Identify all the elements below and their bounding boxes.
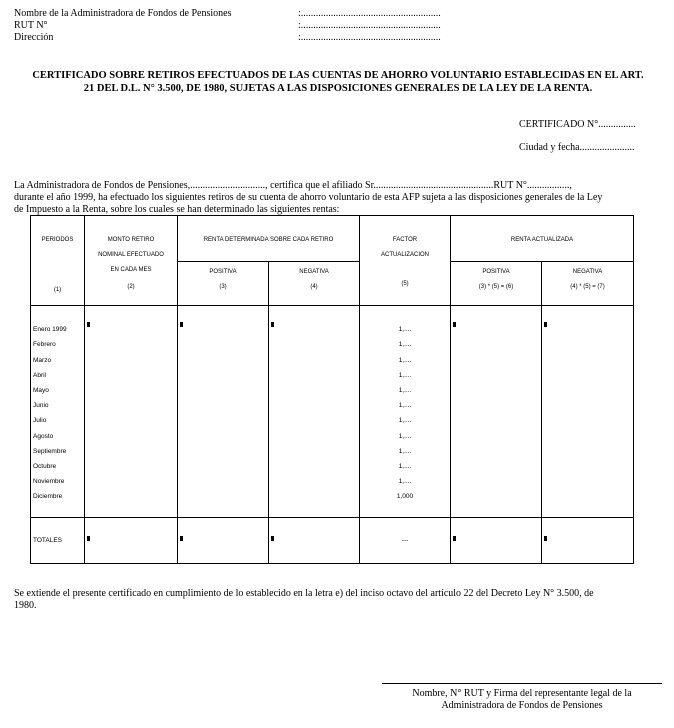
col-factor: [360, 216, 451, 306]
totals-negativa-act-cell[interactable]: [542, 517, 634, 563]
header-periodos-num: (1): [53, 287, 62, 293]
col-monto: [85, 216, 178, 306]
header-value-afp-name[interactable]: :........................................................: [298, 8, 441, 19]
factor-value: 1,....: [398, 371, 412, 379]
header-factor-l1: FACTOR: [392, 237, 418, 243]
header-monto-l2: NOMINAL EFECTUADO: [98, 252, 164, 258]
header-renta-act: RENTA ACTUALIZADA: [510, 237, 574, 243]
signature-line[interactable]: [382, 683, 662, 684]
factor-value: 1,000: [396, 493, 414, 501]
header-label-address: Dirección: [14, 32, 54, 43]
table-header-row-1: [31, 216, 634, 262]
header-positiva: POSITIVA: [209, 269, 237, 276]
footer-line-1: Se extiende el presente certificado en cumplimiento de lo establecido en la letra e) del inciso octavo del artículo 22 del Decreto Ley N° 3.500, de: [14, 588, 594, 599]
currency-mark: [180, 322, 183, 327]
header-negativa-num: (4): [310, 284, 318, 291]
totals-factor: ---: [360, 517, 451, 563]
header-monto-num: (2): [127, 284, 135, 290]
currency-mark: [271, 322, 274, 327]
months-cell: [31, 306, 85, 518]
col-periodos: [31, 216, 85, 306]
header-value-address[interactable]: :........................................................: [298, 32, 441, 43]
month-label: Octubre: [33, 463, 57, 471]
factor-value: 1,....: [398, 402, 412, 410]
header-label-rut: RUT N°: [14, 20, 48, 31]
col-negativa-act: [542, 262, 634, 306]
footer-paragraph: [14, 588, 660, 612]
negativa-act-cell[interactable]: [542, 306, 634, 518]
totals-negativa-cell[interactable]: [269, 517, 360, 563]
month-label: Febrero: [33, 341, 56, 349]
month-label: Mayo: [33, 387, 49, 395]
currency-mark: [271, 536, 274, 541]
col-renta-det: [178, 216, 360, 262]
currency-mark: [453, 536, 456, 541]
month-label: Junio: [33, 402, 49, 410]
header-row-rut: [14, 20, 474, 32]
month-label: Noviembre: [33, 478, 65, 486]
intro-line-1: La Administradora de Fondos de Pensiones,.............................., certifica que el afiliado Sr................................................RUT N°.................,: [14, 180, 572, 191]
currency-mark: [544, 536, 547, 541]
factor-value: 1,....: [398, 356, 412, 364]
footer-line-2: 1980.: [14, 600, 37, 611]
header-positiva-act: POSITIVA: [482, 269, 510, 276]
factor-list: [360, 322, 450, 504]
header-factor-num: (5): [401, 281, 409, 287]
header-factor-l2: ACTUALIZACION: [381, 252, 430, 258]
header-periodos: PERIODOS: [41, 237, 74, 243]
header-renta-det: RENTA DETERMINADA SOBRE CADA RETIRO: [203, 237, 334, 243]
factor-cell: [360, 306, 451, 518]
negativa-cell[interactable]: [269, 306, 360, 518]
col-positiva-act: [451, 262, 542, 306]
document-title: [14, 69, 662, 95]
factor-value: 1,....: [398, 341, 412, 349]
intro-paragraph: [14, 180, 660, 216]
positiva-act-cell[interactable]: [451, 306, 542, 518]
currency-mark: [87, 536, 90, 541]
header-positiva-num: (3): [219, 284, 227, 291]
signature-caption-line-2: Administradora de Fondos de Pensiones: [441, 700, 603, 711]
months-list: [33, 322, 84, 504]
signature-caption: [382, 688, 662, 712]
header-row-name: [14, 8, 474, 20]
month-label: Septiembre: [33, 447, 67, 455]
intro-line-3: de Impuesto a la Renta, sobre los cuales se han determinado las siguientes rentas:: [14, 204, 340, 215]
factor-value: 1,....: [398, 417, 412, 425]
factor-value: 1,....: [398, 478, 412, 486]
header-positiva-act-formula: (3) * (5) = (6): [478, 284, 514, 291]
signature-caption-line-1: Nombre, N° RUT y Firma del representante legal de la: [412, 688, 632, 699]
factor-value: 1,....: [398, 463, 412, 471]
header-block: [14, 8, 474, 44]
month-label: Julio: [33, 417, 47, 425]
month-label: Diciembre: [33, 493, 63, 501]
city-date[interactable]: Ciudad y fecha......................: [519, 142, 635, 153]
header-monto-l3: EN CADA MES: [110, 267, 152, 273]
totals-label: TOTALES: [31, 517, 85, 563]
factor-value: 1,....: [398, 387, 412, 395]
col-renta-act: [451, 216, 634, 262]
header-label-afp-name: Nombre de la Administradora de Fondos de Pensiones: [14, 8, 232, 19]
title-line-1: CERTIFICADO SOBRE RETIROS EFECTUADOS DE LAS CUENTAS DE AHORRO VOLUNTARIO ESTABLECIDAS EN EL ART.: [32, 70, 644, 81]
col-positiva: [178, 262, 269, 306]
positiva-cell[interactable]: [178, 306, 269, 518]
title-line-2: 21 DEL D.L. N° 3.500, DE 1980, SUJETAS A LAS DISPOSICIONES GENERALES DE LA LEY DE LA RENTA.: [83, 83, 593, 94]
header-monto-l1: MONTO RETIRO: [107, 237, 155, 243]
header-row-address: [14, 32, 474, 44]
withdrawals-table: [30, 215, 634, 564]
totals-monto-cell[interactable]: [85, 517, 178, 563]
currency-mark: [180, 536, 183, 541]
header-value-rut[interactable]: :........................................................: [298, 20, 441, 31]
col-negativa: [269, 262, 360, 306]
currency-mark: [453, 322, 456, 327]
month-label: Enero 1999: [33, 326, 67, 334]
header-negativa-act-formula: (4) * (5) = (7): [570, 284, 605, 291]
intro-line-2: durante el año 1999, ha efectuado los siguientes retiros de su cuenta de ahorro voluntario de esta AFP sujeta a las disposiciones generales de la Ley: [14, 192, 603, 203]
factor-value: 1,....: [398, 326, 412, 334]
month-label: Agosto: [33, 432, 54, 440]
currency-mark: [87, 322, 90, 327]
month-label: Marzo: [33, 356, 52, 364]
factor-value: 1,....: [398, 447, 412, 455]
table-body-row: [31, 306, 634, 518]
totals-positiva-act-cell[interactable]: [451, 517, 542, 563]
currency-mark: [544, 322, 547, 327]
header-negativa-act: NEGATIVA: [572, 269, 603, 276]
factor-value: 1,....: [398, 432, 412, 440]
header-negativa: NEGATIVA: [299, 269, 329, 276]
certificate-number[interactable]: CERTIFICADO N°...............: [519, 119, 636, 130]
month-label: Abril: [33, 371, 47, 379]
monto-cell[interactable]: [85, 306, 178, 518]
totals-positiva-cell[interactable]: [178, 517, 269, 563]
totals-row: [31, 517, 634, 563]
